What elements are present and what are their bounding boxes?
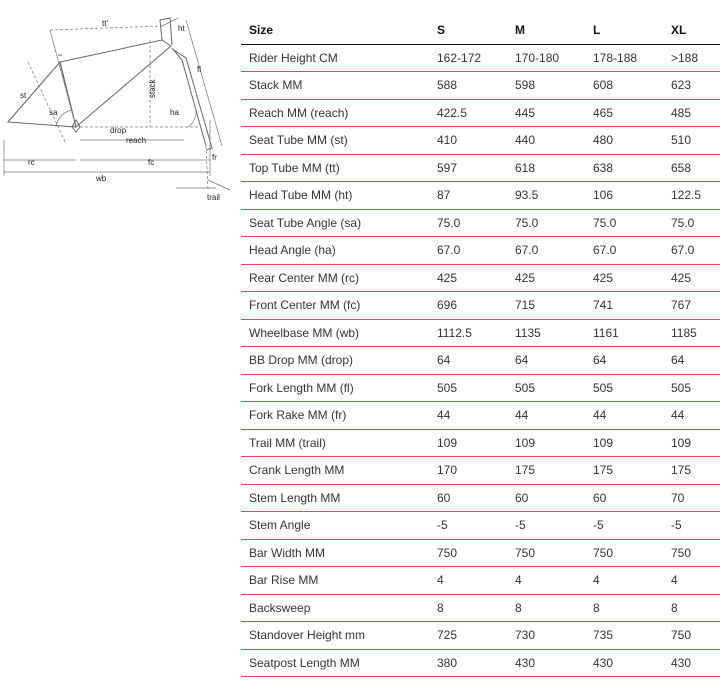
cell-value: 60 (429, 484, 507, 512)
cell-value: -5 (429, 512, 507, 540)
cell-value: 4 (663, 567, 720, 595)
label-rc: rc (28, 158, 35, 167)
label-ha: ha (170, 108, 179, 117)
table-row (241, 429, 720, 457)
table-row (241, 567, 720, 595)
cell-value: 505 (663, 374, 720, 402)
table-row (241, 44, 720, 72)
cell-value: 425 (585, 264, 663, 292)
cell-value: 597 (429, 154, 507, 182)
cell-value: 8 (507, 594, 585, 622)
row-label: Fork Rake MM (fr) (241, 402, 429, 430)
cell-value: 410 (429, 127, 507, 155)
table-row (241, 154, 720, 182)
cell-value: 696 (429, 292, 507, 320)
cell-value: 767 (663, 292, 720, 320)
label-stack: stack (148, 79, 157, 98)
row-label: Trail MM (trail) (241, 429, 429, 457)
row-label: Backsweep (241, 594, 429, 622)
cell-value: 510 (663, 127, 720, 155)
row-label: Fork Length MM (fl) (241, 374, 429, 402)
label-ht: ht (178, 24, 185, 33)
cell-value: 618 (507, 154, 585, 182)
cell-value: 750 (585, 539, 663, 567)
cell-value: 380 (429, 649, 507, 677)
table-row (241, 127, 720, 155)
cell-value: 175 (585, 457, 663, 485)
cell-value: 44 (429, 402, 507, 430)
cell-value: 44 (663, 402, 720, 430)
cell-value: 1112.5 (429, 319, 507, 347)
cell-value: 67.0 (507, 237, 585, 265)
cell-value: 67.0 (429, 237, 507, 265)
cell-value: 175 (507, 457, 585, 485)
cell-value: 440 (507, 127, 585, 155)
cell-value: 588 (429, 72, 507, 100)
row-label: Head Tube MM (ht) (241, 182, 429, 210)
cell-value: 1135 (507, 319, 585, 347)
cell-value: -5 (507, 512, 585, 540)
cell-value: 4 (585, 567, 663, 595)
cell-value: 109 (507, 429, 585, 457)
cell-value: 75.0 (585, 209, 663, 237)
cell-value: 425 (429, 264, 507, 292)
row-label: Rider Height CM (241, 44, 429, 72)
cell-value: 93.5 (507, 182, 585, 210)
geometry-diagram (0, 0, 232, 205)
label-st: st (20, 91, 27, 100)
cell-value: 480 (585, 127, 663, 155)
cell-value: 170-180 (507, 44, 585, 72)
cell-value: 505 (585, 374, 663, 402)
cell-value: 175 (663, 457, 720, 485)
table-row (241, 484, 720, 512)
cell-value: 750 (429, 539, 507, 567)
cell-value: 730 (507, 622, 585, 650)
column-header-m: M (507, 17, 585, 44)
cell-value: 87 (429, 182, 507, 210)
table-row (241, 292, 720, 320)
cell-value: 715 (507, 292, 585, 320)
table-row (241, 347, 720, 375)
row-label: Wheelbase MM (wb) (241, 319, 429, 347)
cell-value: 44 (507, 402, 585, 430)
cell-value: 1185 (663, 319, 720, 347)
cell-value: 60 (507, 484, 585, 512)
row-label: Seat Tube MM (st) (241, 127, 429, 155)
row-label: Stack MM (241, 72, 429, 100)
cell-value: 106 (585, 182, 663, 210)
cell-value: 44 (585, 402, 663, 430)
cell-value: 60 (585, 484, 663, 512)
table-row (241, 237, 720, 265)
cell-value: 4 (429, 567, 507, 595)
cell-value: 64 (507, 347, 585, 375)
cell-value: 170 (429, 457, 507, 485)
table-header-row (241, 17, 720, 44)
label-trail: trail (207, 193, 220, 202)
cell-value: 750 (663, 622, 720, 650)
cell-value: 485 (663, 99, 720, 127)
cell-value: 430 (507, 649, 585, 677)
row-label: Seat Tube Angle (sa) (241, 209, 429, 237)
table-row (241, 72, 720, 100)
cell-value: -5 (585, 512, 663, 540)
cell-value: 67.0 (585, 237, 663, 265)
cell-value: 623 (663, 72, 720, 100)
cell-value: 425 (663, 264, 720, 292)
cell-value: 109 (429, 429, 507, 457)
cell-value: 505 (507, 374, 585, 402)
row-label: BB Drop MM (drop) (241, 347, 429, 375)
table-row (241, 99, 720, 127)
row-label: Seatpost Length MM (241, 649, 429, 677)
cell-value: 75.0 (663, 209, 720, 237)
cell-value: 64 (429, 347, 507, 375)
column-header-xl: XL (663, 17, 720, 44)
row-label: Head Angle (ha) (241, 237, 429, 265)
label-fr: fr (212, 153, 217, 162)
cell-value: 75.0 (429, 209, 507, 237)
table-row (241, 209, 720, 237)
table-row (241, 457, 720, 485)
cell-value: 109 (663, 429, 720, 457)
cell-value: 109 (585, 429, 663, 457)
label-sa: sa (49, 108, 58, 117)
cell-value: 430 (663, 649, 720, 677)
cell-value: 735 (585, 622, 663, 650)
table-row (241, 374, 720, 402)
cell-value: 1161 (585, 319, 663, 347)
cell-value: 122.5 (663, 182, 720, 210)
table-row (241, 622, 720, 650)
row-label: Crank Length MM (241, 457, 429, 485)
cell-value: 8 (585, 594, 663, 622)
cell-value: 70 (663, 484, 720, 512)
cell-value: 658 (663, 154, 720, 182)
table-row (241, 594, 720, 622)
column-header-l: L (585, 17, 663, 44)
label-fl: fl (197, 65, 201, 74)
cell-value: 750 (663, 539, 720, 567)
cell-value: 750 (507, 539, 585, 567)
cell-value: 8 (429, 594, 507, 622)
cell-value: 741 (585, 292, 663, 320)
row-label: Reach MM (reach) (241, 99, 429, 127)
geometry-table (241, 17, 720, 677)
cell-value: 725 (429, 622, 507, 650)
row-label: Stem Angle (241, 512, 429, 540)
cell-value: 178-188 (585, 44, 663, 72)
cell-value: 425 (507, 264, 585, 292)
cell-value: -5 (663, 512, 720, 540)
row-label: Bar Rise MM (241, 567, 429, 595)
cell-value: 638 (585, 154, 663, 182)
table-row (241, 264, 720, 292)
table-row (241, 402, 720, 430)
cell-value: 162-172 (429, 44, 507, 72)
row-label: Front Center MM (fc) (241, 292, 429, 320)
cell-value: 422.5 (429, 99, 507, 127)
cell-value: 465 (585, 99, 663, 127)
table-row (241, 182, 720, 210)
dimension-lines (4, 18, 230, 190)
label-fc: fc (148, 158, 155, 167)
cell-value: 608 (585, 72, 663, 100)
label-reach: reach (126, 136, 147, 145)
row-label: Bar Width MM (241, 539, 429, 567)
cell-value: 75.0 (507, 209, 585, 237)
row-label: Stem Length MM (241, 484, 429, 512)
column-header-size: Size (241, 17, 429, 44)
cell-value: 430 (585, 649, 663, 677)
label-wb: wb (96, 174, 107, 183)
row-label: Rear Center MM (rc) (241, 264, 429, 292)
cell-value: 67.0 (663, 237, 720, 265)
cell-value: 8 (663, 594, 720, 622)
cell-value: 64 (663, 347, 720, 375)
cell-value: >188 (663, 44, 720, 72)
cell-value: 445 (507, 99, 585, 127)
cell-value: 505 (429, 374, 507, 402)
cell-value: 64 (585, 347, 663, 375)
table-row (241, 512, 720, 540)
label-drop: drop (110, 126, 127, 135)
row-label: Standover Height mm (241, 622, 429, 650)
cell-value: 4 (507, 567, 585, 595)
table-row (241, 649, 720, 677)
label-tt: tt' (102, 19, 108, 28)
table-row (241, 539, 720, 567)
row-label: Top Tube MM (tt) (241, 154, 429, 182)
cell-value: 598 (507, 72, 585, 100)
table-row (241, 319, 720, 347)
column-header-s: S (429, 17, 507, 44)
